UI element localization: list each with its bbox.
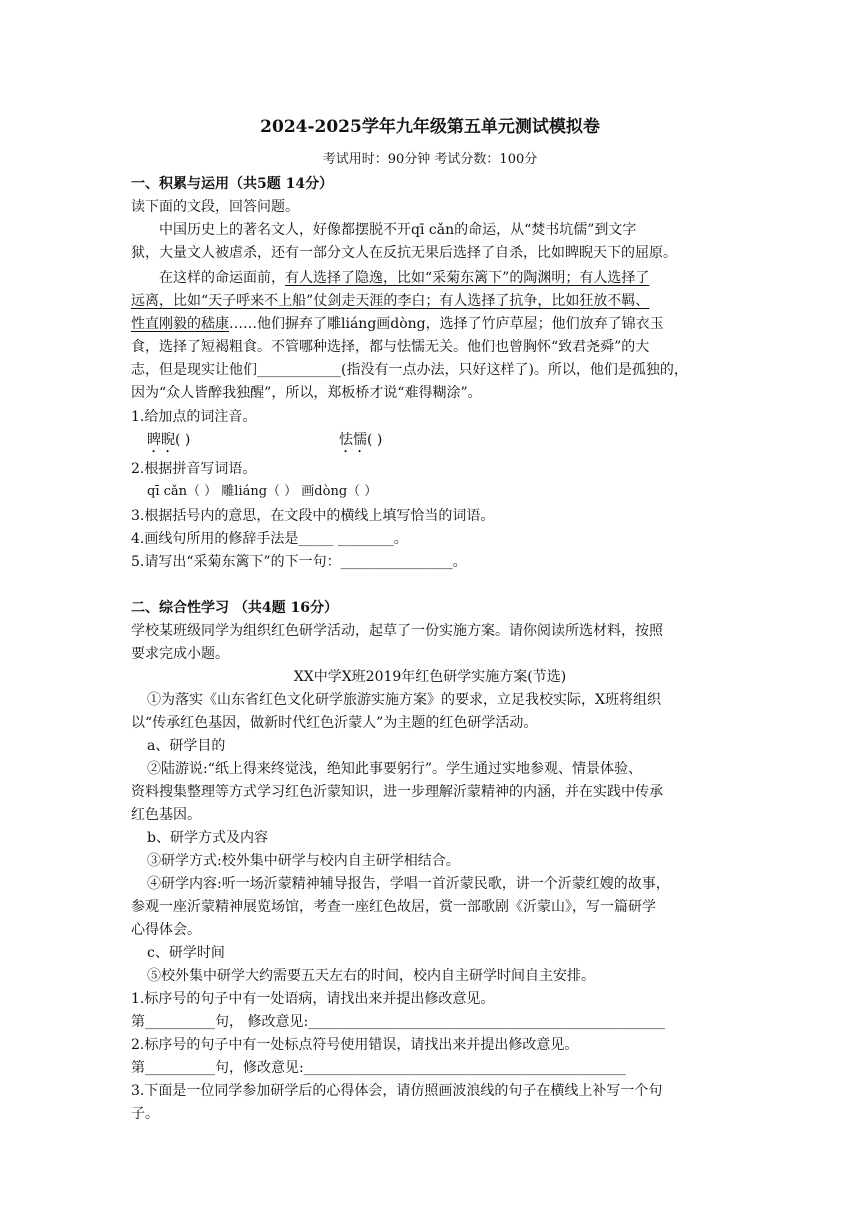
question-1-2: 2.根据拼音写词语。 — [131, 461, 257, 477]
passage-p2-line4: 食，选择了短褐粗食。不管哪种选择，都与怯懦无关。他们也曾胸怀“致君尧舜”的大 — [131, 339, 650, 355]
sentence-5: ⑤校外集中研学大约需要五天左右的时间，校内自主研学时间自主安排。 — [147, 968, 595, 984]
dotted-word: 睥睨 — [147, 432, 175, 448]
passage-p2-line6: 因为“众人皆醉我独醒”，所以，郑板桥才说“难得糊涂”。 — [131, 385, 482, 401]
subheading-c: c、研学时间 — [147, 945, 225, 961]
question-1-4[interactable]: 4.画线句所用的修辞手法是_____ ________。 — [131, 531, 408, 547]
subheading-a: a、研学目的 — [147, 738, 226, 754]
pinyin-items[interactable]: qī cǎn（ ） 雕liáng（ ） 画dòng（ ） — [147, 484, 378, 499]
sentence-1-line1: ①为落实《山东省红色文化研学旅游实施方案》的要求，立足我校实际，X班将组织 — [147, 692, 661, 708]
question-1-3: 3.根据括号内的意思，在文段中的横线上填写恰当的词语。 — [131, 508, 495, 524]
sentence-4-line3: 心得体会。 — [131, 922, 201, 938]
subheading-b: b、研学方式及内容 — [147, 830, 268, 846]
doc-title: XX中学X班2019年红色研学实施方案(节选) — [293, 669, 567, 685]
page-title: 2024-2025学年九年级第五单元测试模拟卷 — [260, 117, 600, 137]
dotted-word-1 — [147, 430, 190, 456]
question-1-1: 1.给加点的词注音。 — [131, 409, 257, 425]
passage-p1-line1: 中国历史上的著名文人，好像都摆脱不开qī cǎn的命运，从“焚书坑儒”到文字 — [159, 222, 637, 238]
sentence-1-line2: 以“传承红色基因，做新时代红色沂蒙人”为主题的红色研学活动。 — [131, 715, 538, 731]
sentence-2-line3: 红色基因。 — [131, 807, 201, 823]
question-2-3-line1: 3.下面是一位同学参加研学后的心得体会，请仿照画波浪线的句子在横线上补写一个句 — [131, 1083, 663, 1099]
question-2-1-answer[interactable]: 第__________句， 修改意见:___________________________________________________ — [131, 1014, 666, 1030]
sentence-4-line2: 参观一座沂蒙精神展览场馆，考查一座红色故居，赏一部歌剧《沂蒙山》，写一篇研学 — [131, 899, 656, 915]
section2-intro-line1: 学校某班级同学为组织红色研学活动，起草了一份实施方案。请你阅读所选材料，按照 — [131, 623, 663, 639]
passage-p2-line3 — [131, 314, 664, 334]
passage-p2-line5: 志，但是现实让他们____________(指没有一点办法，只好这样了)。所以，他们是孤独的， — [131, 362, 688, 378]
question-2-2-answer[interactable]: 第__________句，修改意见:______________________________________________ — [131, 1060, 626, 1076]
exam-info: 考试用时：90分钟 考试分数：100分 — [322, 152, 538, 167]
dotted-word-2 — [339, 430, 382, 456]
section1-intro: 读下面的文段，回答问题。 — [131, 199, 299, 215]
dotted-word: 怯懦 — [339, 432, 367, 448]
section2-intro-line2: 要求完成小题。 — [131, 646, 229, 662]
sentence-3: ③研学方式:校外集中研学与校内自主研学相结合。 — [147, 853, 460, 869]
question-2-1: 1.标序号的句子中有一处语病，请找出来并提出修改意见。 — [131, 991, 495, 1007]
underlined-sentence: 性直刚毅的嵇康 — [131, 316, 229, 332]
answer-blank[interactable]: ( ) — [175, 432, 191, 448]
underlined-sentence: 有人选择了隐逸，比如“采菊东篱下”的陶渊明；有人选择了 — [285, 270, 650, 286]
passage-text: 在这样的命运面前， — [159, 270, 285, 286]
answer-blank[interactable]: ( ) — [367, 432, 383, 448]
sentence-4-line1: ④研学内容:听一场沂蒙精神辅导报告，学唱一首沂蒙民歌，讲一个沂蒙红嫂的故事， — [147, 876, 670, 892]
question-1-5[interactable]: 5.请写出“采菊东篱下”的下一句：________________。 — [131, 554, 467, 570]
question-2-2: 2.标序号的句子中有一处标点符号使用错误，请找出来并提出修改意见。 — [131, 1037, 579, 1053]
section1-heading: 一、积累与运用（共5题 14分） — [131, 176, 334, 192]
sentence-2-line1: ②陆游说:“纸上得来终觉浅，绝知此事要躬行”。学生通过实地参观、情景体验、 — [147, 761, 643, 777]
passage-p1-line2: 狱，大量文人被虐杀，还有一部分文人在反抗无果后选择了自杀，比如睥睨天下的屈原。 — [131, 245, 677, 261]
passage-text: ……他们摒弃了雕liáng画dòng，选择了竹庐草屋；他们放弃了锦衣玉 — [229, 316, 664, 332]
section2-heading: 二、综合性学习 （共4题 16分） — [131, 600, 338, 616]
question-2-3-line2: 子。 — [131, 1106, 159, 1122]
sentence-2-line2: 资料搜集整理等方式学习红色沂蒙知识，进一步理解沂蒙精神的内涵，并在实践中传承 — [131, 784, 663, 800]
passage-p2-line2: 远离，比如“天子呼来不上船”仗剑走天涯的李白；有人选择了抗争，比如狂放不羁、 — [131, 293, 650, 309]
passage-p2-line1 — [159, 268, 649, 288]
